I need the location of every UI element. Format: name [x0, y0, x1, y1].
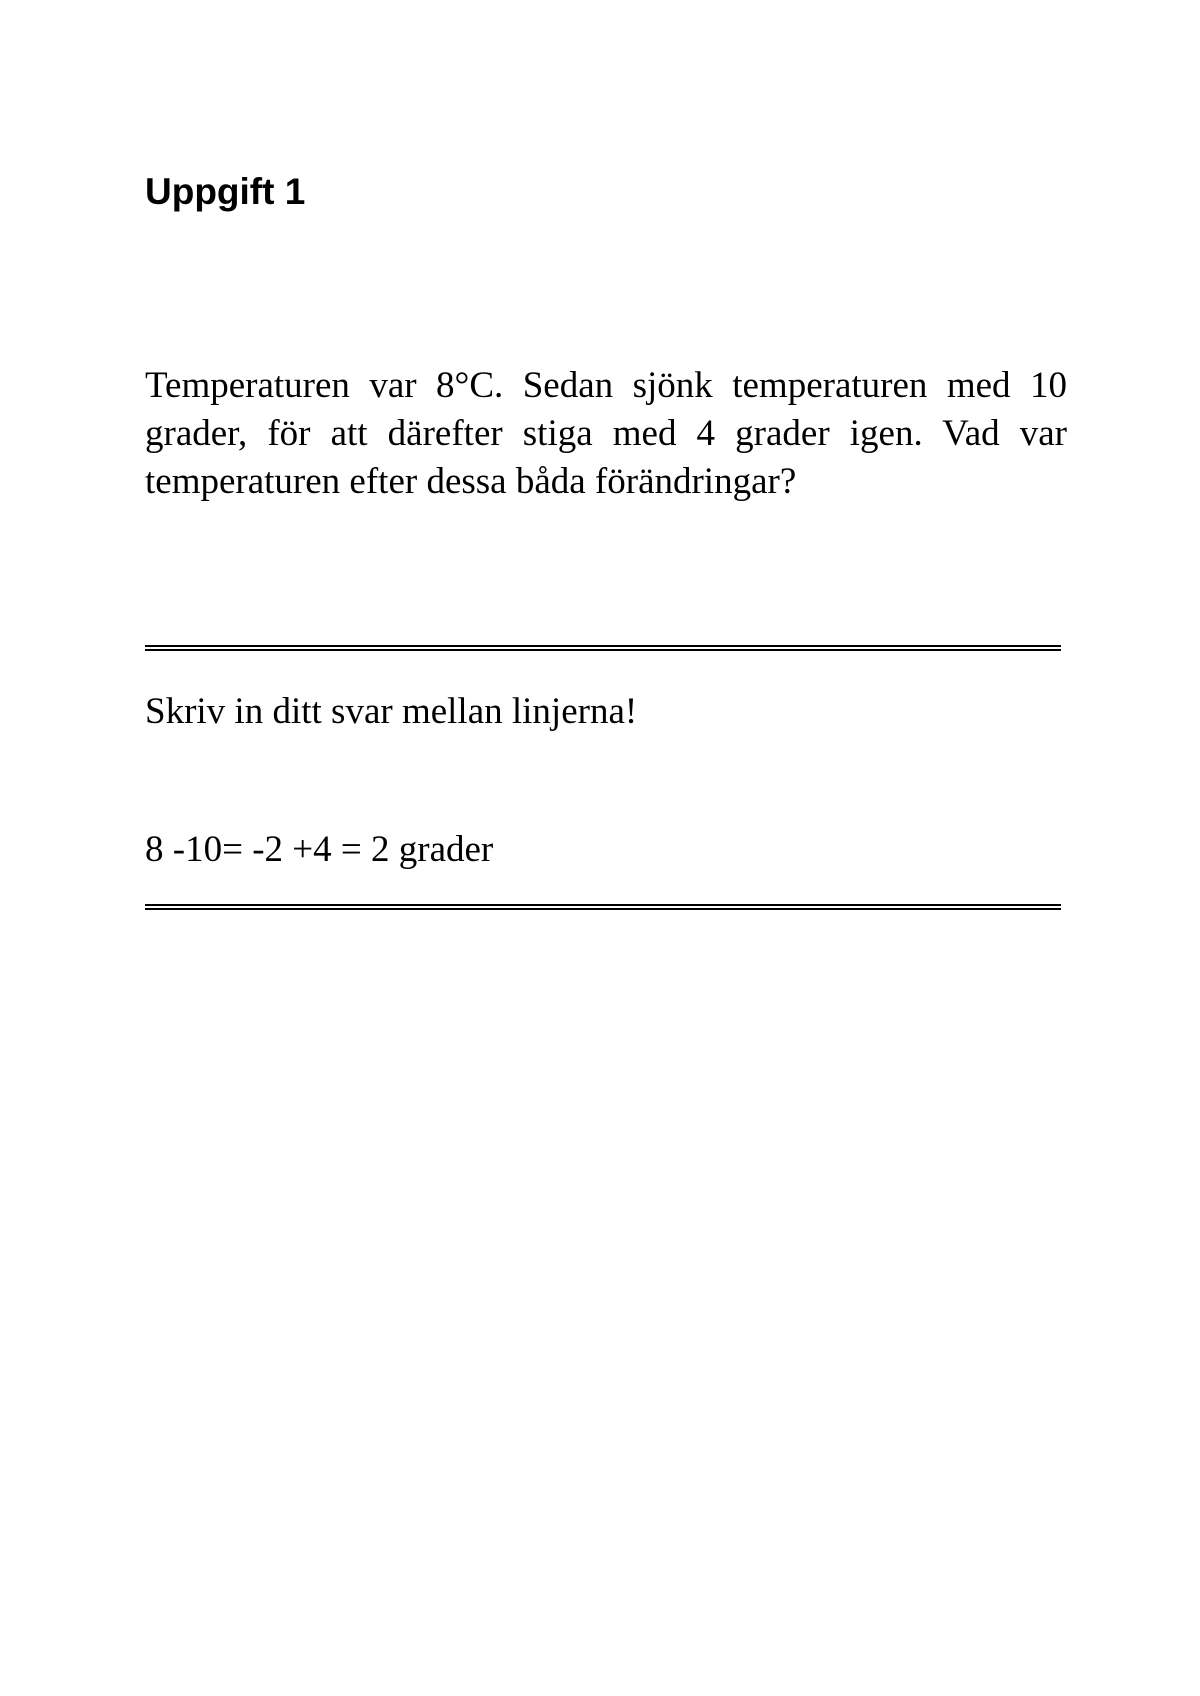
answer-top-rule: [145, 645, 1061, 651]
question-text: Temperaturen var 8°C. Sedan sjönk temperaturen med 10 grader, för att därefter stiga med 4 grader igen. Vad var temperaturen efter dessa båda förändringar?: [145, 365, 1067, 502]
answer-text[interactable]: 8 -10= -2 +4 = 2 grader: [145, 829, 494, 870]
answer-instruction: Skriv in ditt svar mellan linjerna!: [145, 691, 638, 732]
task-title: Uppgift 1: [145, 171, 306, 212]
answer-bottom-rule: [145, 904, 1061, 910]
